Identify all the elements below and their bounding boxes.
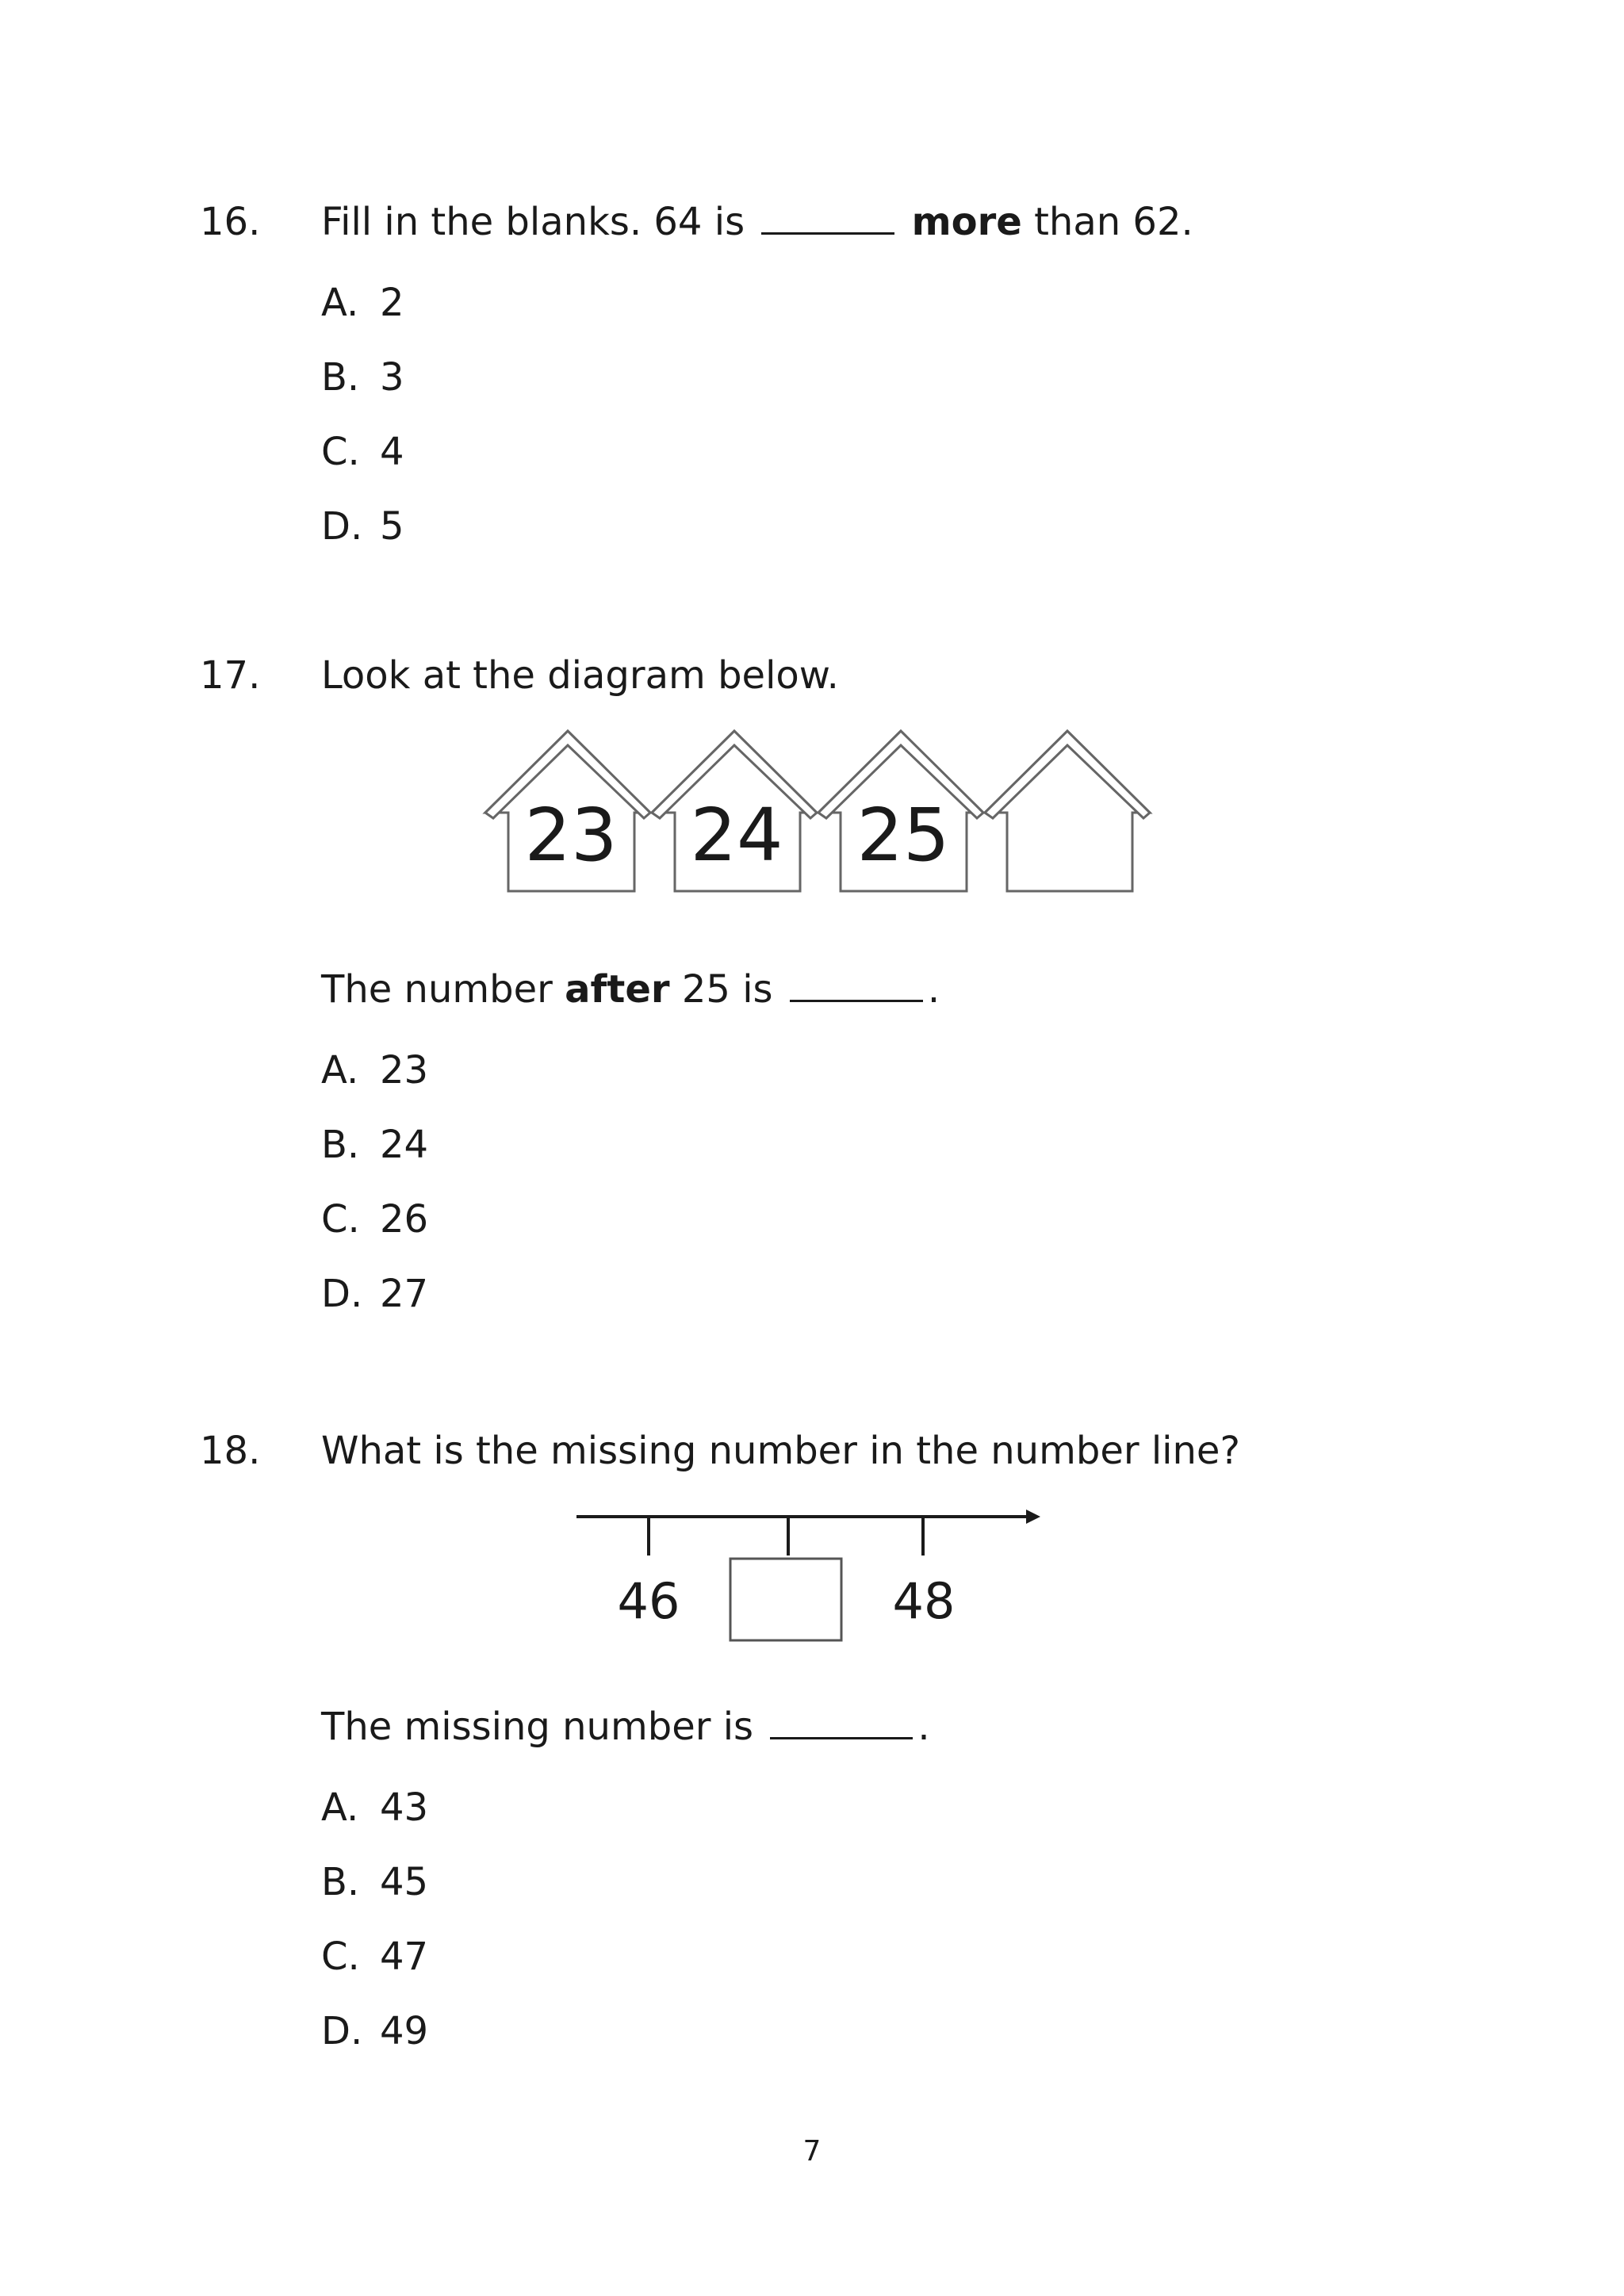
number-line-label-right: 48: [892, 1572, 956, 1630]
option-value: 2: [380, 281, 404, 325]
option-letter: B.: [321, 1123, 360, 1167]
question-17-number: 17.: [200, 653, 261, 698]
question-17-stem: [321, 967, 940, 1012]
option-value: 23: [380, 1048, 429, 1093]
option-value: 27: [380, 1272, 429, 1316]
option-value: 5: [380, 504, 404, 549]
question-17-stem-end: .: [927, 967, 940, 1012]
option-value: 26: [380, 1197, 429, 1242]
question-17-option-c[interactable]: [321, 1197, 428, 1242]
option-value: 3: [380, 355, 404, 400]
missing-number-box: [730, 1559, 841, 1640]
question-18-option-d[interactable]: [321, 2009, 428, 2053]
option-value: 4: [380, 430, 404, 474]
house-2-number: 24: [690, 793, 783, 878]
number-line-label-left: 46: [617, 1572, 680, 1630]
house-4: [985, 731, 1150, 891]
question-17-option-d[interactable]: [321, 1272, 428, 1316]
option-value: 24: [380, 1123, 429, 1167]
option-value: 49: [380, 2009, 429, 2053]
option-letter: D.: [321, 504, 363, 549]
question-18-prompt: What is the missing number in the number line?: [321, 1429, 1240, 1473]
option-letter: C.: [321, 1934, 360, 1979]
question-16-text-after: than 62.: [1034, 200, 1193, 244]
option-value: 45: [380, 1860, 429, 1904]
option-letter: A.: [321, 1785, 359, 1830]
answer-blank: [770, 1705, 913, 1739]
question-17-stem-before: The number: [321, 967, 553, 1012]
page-number: 7: [802, 2135, 822, 2168]
house-1-number: 23: [524, 793, 618, 878]
option-value: 43: [380, 1785, 429, 1830]
question-18-option-b[interactable]: [321, 1860, 428, 1904]
question-17-option-a[interactable]: [321, 1048, 428, 1093]
option-letter: A.: [321, 281, 359, 325]
question-18-option-a[interactable]: [321, 1785, 428, 1830]
question-16-number: 16.: [200, 200, 261, 244]
question-16-text-before: Fill in the blanks. 64 is: [321, 200, 745, 244]
answer-blank: [790, 968, 923, 1002]
question-18-stem-end: .: [917, 1705, 930, 1749]
question-18-stem: [321, 1705, 930, 1749]
house-3-number: 25: [856, 793, 950, 878]
question-18-stem-before: The missing number is: [321, 1705, 754, 1749]
option-letter: D.: [321, 2009, 363, 2053]
arrow-head-icon: [1026, 1510, 1040, 1524]
question-17-option-b[interactable]: [321, 1123, 428, 1167]
question-18-option-c[interactable]: [321, 1934, 428, 1979]
option-value: 47: [380, 1934, 429, 1979]
question-17-stem-after: 25 is: [681, 967, 773, 1012]
option-letter: B.: [321, 355, 360, 400]
question-17-emphasis: after: [565, 967, 670, 1012]
question-16-emphasis: more: [911, 200, 1022, 244]
option-letter: D.: [321, 1272, 363, 1316]
question-18-number: 18.: [200, 1429, 261, 1473]
option-letter: B.: [321, 1860, 360, 1904]
question-17-prompt: Look at the diagram below.: [321, 653, 839, 698]
option-letter: C.: [321, 1197, 360, 1242]
option-letter: A.: [321, 1048, 359, 1093]
option-letter: C.: [321, 430, 360, 474]
